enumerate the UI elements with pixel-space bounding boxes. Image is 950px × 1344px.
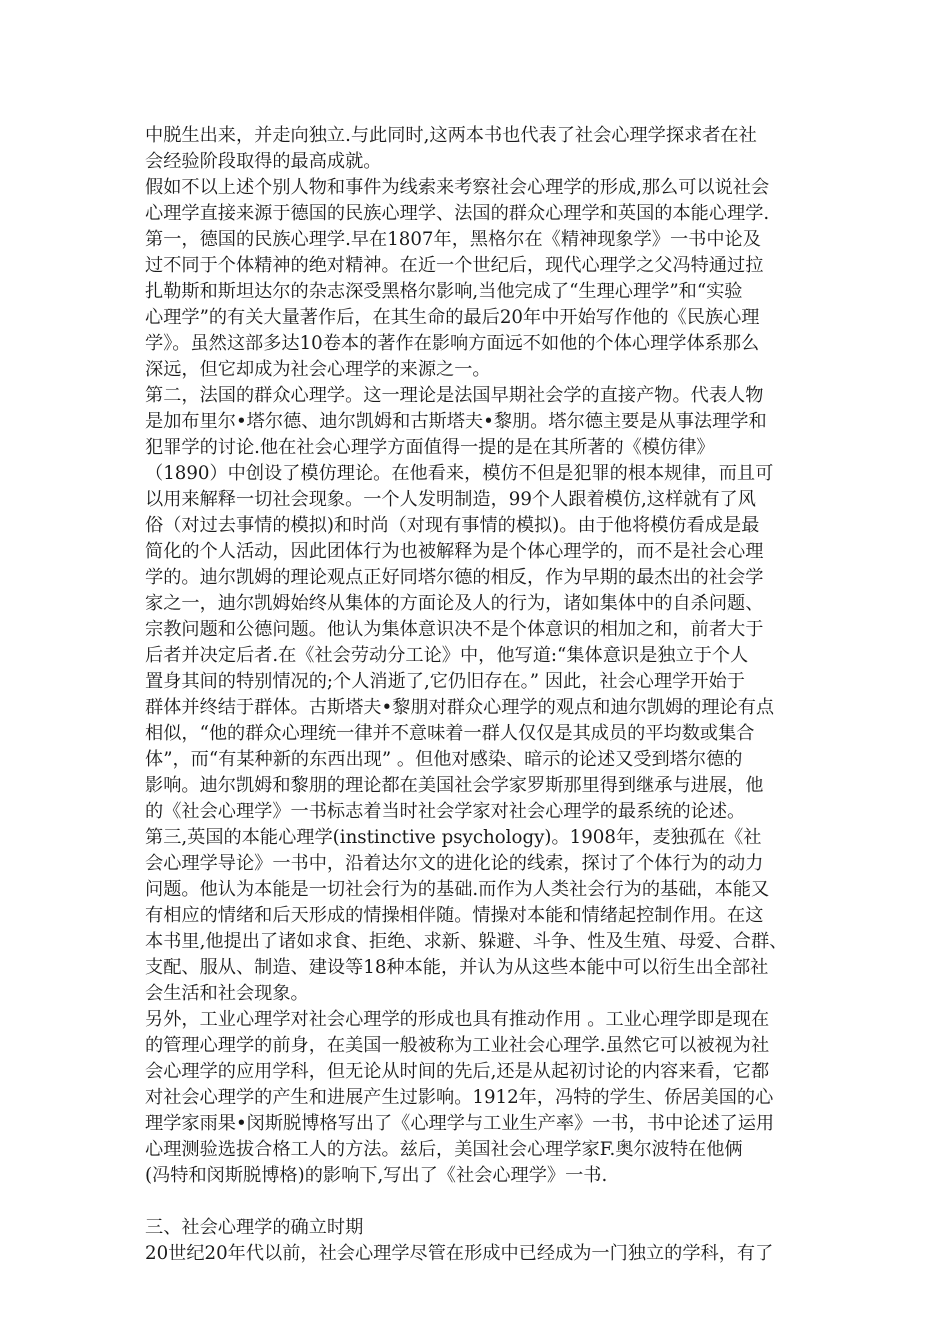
text-line-28: 第三,英国的本能心理学(instinctive psychology)。1908年，麦独孤在《社 bbox=[145, 827, 762, 848]
text-line-21: 后者并决定后者.在《社会劳动分工论》中，他写道:“集体意识是独立于个人 bbox=[145, 645, 749, 666]
text-line-3: 假如不以上述个别人物和事件为线索来考察社会心理学的形成,那么可以说社会 bbox=[145, 177, 770, 198]
text-line-10: 深远，但它却成为社会心理学的来源之一。 bbox=[145, 359, 491, 380]
text-line-37: 会心理学的应用学科，但无论从时间的先后,还是从起初讨论的内容来看，它都 bbox=[145, 1061, 770, 1082]
text-line-32: 本书里,他提出了诸如求食、拒绝、求新、躲避、斗争、性及生殖、母爱、合群、 bbox=[145, 931, 788, 952]
text-line-29: 会心理学导论》一书中，沿着达尔文的进化论的线索，探讨了个体行为的动力 bbox=[145, 853, 764, 874]
text-line-22: 置身其间的特别情况的;个人消逝了,它仍旧存在。” 因此，社会心理学开始于 bbox=[145, 671, 745, 692]
section-spacer bbox=[145, 1189, 825, 1215]
text-line-17: 简化的个人活动，因此团体行为也被解释为是个体心理学的，而不是社会心理 bbox=[145, 541, 764, 562]
text-line-2: 会经验阶段取得的最高成就。 bbox=[145, 151, 382, 172]
text-line-5: 第一，德国的民族心理学.早在1807年，黑格尔在《精神现象学》一书中论及 bbox=[145, 229, 761, 250]
text-line-27: 的《社会心理学》一书标志着当时社会学家对社会心理学的最系统的论述。 bbox=[145, 801, 746, 822]
text-line-34: 会生活和社会现象。 bbox=[145, 983, 309, 1004]
text-line-13: 犯罪学的讨论.他在社会心理学方面值得一提的是在其所著的《模仿律》 bbox=[145, 437, 715, 458]
text-line-19: 家之一，迪尔凯姆始终从集体的方面论及人的行为，诸如集体中的自杀问题、 bbox=[145, 593, 764, 614]
text-line-14: （1890）中创设了模仿理论。在他看来，模仿不但是犯罪的根本规律，而且可 bbox=[145, 463, 774, 484]
text-line-15: 以用来解释一切社会现象。一个人发明制造，99个人跟着模仿,这样就有了风 bbox=[145, 489, 756, 510]
text-line-30: 问题。他认为本能是一切社会行为的基础.而作为人类社会行为的基础，本能又 bbox=[145, 879, 770, 900]
section-line-2: 20世纪20年代以前，社会心理学尽管在形成中已经成为一门独立的学科，有了 bbox=[145, 1243, 774, 1264]
text-line-23: 群体并终结于群体。古斯塔夫•黎朋对群众心理学的观点和迪尔凯姆的理论有点 bbox=[145, 697, 775, 718]
text-line-6: 过不同于个体精神的绝对精神。在近一个世纪后，现代心理学之父冯特通过拉 bbox=[145, 255, 764, 276]
section-line-1: 三、社会心理学的确立时期 bbox=[145, 1217, 364, 1238]
text-line-26: 影响。迪尔凯姆和黎朋的理论都在美国社会学家罗斯那里得到继承与进展，他 bbox=[145, 775, 764, 796]
text-line-38: 对社会心理学的产生和进展产生过影响。1912年，冯特的学生、侨居美国的心 bbox=[145, 1087, 774, 1108]
text-line-9: 学》。虽然这部多达10卷本的著作在影响方面远不如他的个体心理学体系那么 bbox=[145, 333, 760, 354]
text-line-4: 心理学直接来源于德国的民族心理学、法国的群众心理学和英国的本能心理学. bbox=[145, 203, 770, 224]
text-line-16: 俗（对过去事情的模拟)和时尚（对现有事情的模拟)。由于他将模仿看成是最 bbox=[145, 515, 760, 536]
text-line-41: (冯特和闵斯脱博格)的影响下,写出了《社会心理学》一书. bbox=[145, 1165, 608, 1186]
text-line-31: 有相应的情绪和后天形成的情操相伴随。情操对本能和情绪起控制作用。在这 bbox=[145, 905, 764, 926]
text-line-40: 心理测验选拔合格工人的方法。兹后，美国社会心理学家F.奥尔波特在他俩 bbox=[145, 1139, 743, 1160]
text-line-35: 另外，工业心理学对社会心理学的形成也具有推动作用 。工业心理学即是现在 bbox=[145, 1009, 770, 1030]
text-line-12: 是加布里尔•塔尔德、迪尔凯姆和古斯塔夫•黎朋。塔尔德主要是从事法理学和 bbox=[145, 411, 767, 432]
text-line-11: 第二，法国的群众心理学。这一理论是法国早期社会学的直接产物。代表人物 bbox=[145, 385, 764, 406]
text-line-25: 体”，而“有某种新的东西出现” 。但他对感染、暗示的论述又受到塔尔德的 bbox=[145, 749, 743, 770]
document-body bbox=[145, 123, 825, 1189]
text-line-1: 中脱生出来，并走向独立.与此同时,这两本书也代表了社会心理学探求者在社 bbox=[145, 125, 757, 146]
text-line-7: 扎勒斯和斯坦达尔的杂志深受黑格尔影响,当他完成了“生理心理学”和“实验 bbox=[145, 281, 743, 302]
document-page bbox=[145, 123, 825, 1267]
text-line-8: 心理学”的有关大量著作后，在其生命的最后20年中开始写作他的《民族心理 bbox=[145, 307, 760, 328]
text-line-39: 理学家雨果•闵斯脱博格写出了《心理学与工业生产率》一书，书中论述了运用 bbox=[145, 1113, 775, 1134]
text-line-24: 相似，“他的群众心理统一律并不意味着一群人仅仅是其成员的平均数或集合 bbox=[145, 723, 755, 744]
text-line-36: 的管理心理学的前身，在美国一般被称为工业社会心理学.虽然它可以被视为社 bbox=[145, 1035, 770, 1056]
text-line-33: 支配、服从、制造、建设等18种本能，并认为从这些本能中可以衍生出全部社 bbox=[145, 957, 769, 978]
text-line-20: 宗教问题和公德问题。他认为集体意识决不是个体意识的相加之和，前者大于 bbox=[145, 619, 764, 640]
text-line-18: 学的。迪尔凯姆的理论观点正好同塔尔德的相反，作为早期的最杰出的社会学 bbox=[145, 567, 764, 588]
section-3-block bbox=[145, 1215, 825, 1267]
